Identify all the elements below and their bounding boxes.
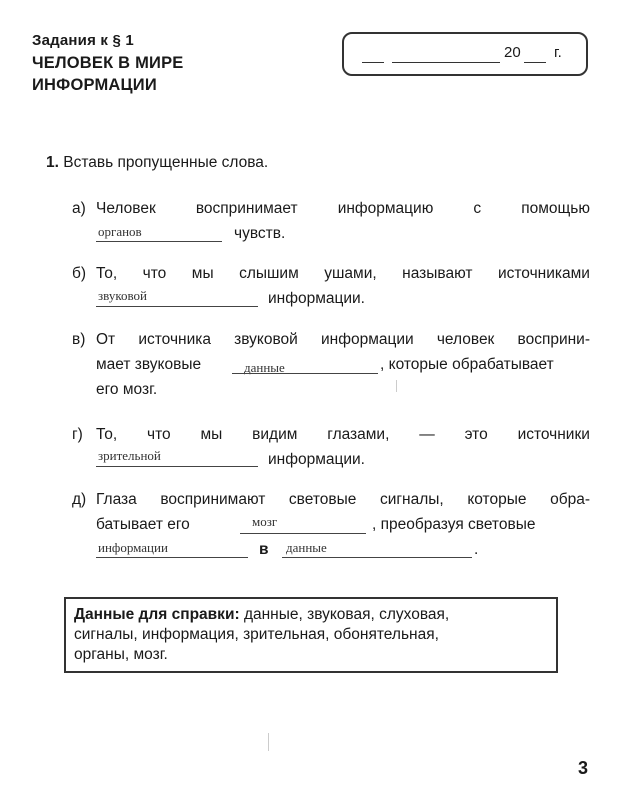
word: источниками xyxy=(497,265,590,282)
item-e-after: , преобразуя световые xyxy=(372,516,536,533)
word: которые xyxy=(467,491,527,508)
answer-d: зрительной xyxy=(98,448,161,463)
scan-mark xyxy=(396,380,397,392)
reference-box xyxy=(64,597,558,673)
word: что xyxy=(147,426,171,443)
word: От xyxy=(96,331,116,348)
word: с xyxy=(473,200,482,217)
word: информацию xyxy=(337,200,434,217)
word: обра- xyxy=(550,491,590,508)
word: это xyxy=(464,426,488,443)
item-b-label: б) xyxy=(72,265,87,282)
word: информации xyxy=(321,331,414,348)
blank-b xyxy=(96,306,258,307)
blank-e-1 xyxy=(240,533,366,534)
answer-a: органов xyxy=(98,224,142,239)
item-e-before: батывает его xyxy=(96,516,190,533)
word: ушами, xyxy=(324,265,377,282)
answer-b: звуковой xyxy=(98,288,147,303)
word: слышим xyxy=(239,265,299,282)
title-line-2: ЧЕЛОВЕК В МИРЕ xyxy=(32,54,184,72)
word: воспринимают xyxy=(160,491,266,508)
reference-label: Данные для справки: xyxy=(74,606,240,623)
item-e-line1 xyxy=(96,491,590,509)
date-box xyxy=(342,32,588,76)
item-b-line1 xyxy=(96,265,590,283)
task-instruction: Вставь пропущенные слова. xyxy=(63,154,269,171)
reference-text-1: данные, звуковая, слуховая, xyxy=(239,606,450,623)
blank-c xyxy=(232,373,378,374)
item-a-label: а) xyxy=(72,200,86,217)
blank-e-3 xyxy=(282,557,472,558)
blank-e-2 xyxy=(96,557,248,558)
reference-text-3: органы, мозг. xyxy=(74,646,168,663)
item-c-label: в) xyxy=(72,331,86,348)
reference-text-2: сигналы, информация, зрительная, обонятельная, xyxy=(74,626,439,643)
answer-e-2: информации xyxy=(98,540,168,555)
item-e-end: . xyxy=(474,541,479,558)
word: человек xyxy=(436,331,495,348)
item-c-before: мает звуковые xyxy=(96,356,202,373)
title-line-3: ИНФОРМАЦИИ xyxy=(32,76,157,94)
item-a-after: чувств. xyxy=(234,225,286,242)
word: звуковой xyxy=(234,331,298,348)
scan-mark xyxy=(268,733,269,751)
date-year-prefix: 20 xyxy=(504,44,521,61)
item-e-middle: в xyxy=(259,541,269,558)
reference-line-1 xyxy=(74,605,548,625)
page-title xyxy=(32,30,184,96)
item-c-after: , которые обрабатывает xyxy=(380,356,554,373)
task-number: 1. xyxy=(46,154,59,171)
page-number: 3 xyxy=(578,758,589,778)
item-d-label: г) xyxy=(72,426,83,443)
blank-d xyxy=(96,466,258,467)
word: глазами, xyxy=(327,426,390,443)
date-day-line xyxy=(362,62,384,63)
word: мы xyxy=(200,426,223,443)
date-year-suffix: г. xyxy=(554,44,562,61)
word: То, xyxy=(96,265,118,282)
item-c-line3: его мозг. xyxy=(96,381,158,398)
word: То, xyxy=(96,426,118,443)
answer-e-3: данные xyxy=(286,540,327,555)
word: — xyxy=(419,426,435,443)
answer-c: данные xyxy=(244,360,285,375)
item-a-line1 xyxy=(96,200,590,218)
item-d-line1 xyxy=(96,426,590,444)
item-d-after: информации. xyxy=(268,451,365,468)
word: световые xyxy=(288,491,357,508)
item-c-line1 xyxy=(96,331,590,349)
word: источника xyxy=(138,331,211,348)
blank-a xyxy=(96,241,222,242)
word: мы xyxy=(191,265,214,282)
item-b-after: информации. xyxy=(268,290,365,307)
word: Человек xyxy=(96,200,156,217)
word: источники xyxy=(517,426,590,443)
word: сигналы, xyxy=(379,491,444,508)
answer-e-1: мозг xyxy=(252,514,278,529)
word: воспринимает xyxy=(195,200,298,217)
title-line-1: Задания к § 1 xyxy=(32,32,134,49)
date-year-line xyxy=(524,62,546,63)
word: что xyxy=(142,265,167,282)
date-month-line xyxy=(392,62,500,63)
word: восприни- xyxy=(517,331,590,348)
task-heading xyxy=(46,152,268,174)
word: называют xyxy=(402,265,473,282)
word: видим xyxy=(252,426,298,443)
word: помощью xyxy=(521,200,590,217)
item-e-label: д) xyxy=(72,491,87,508)
word: Глаза xyxy=(96,491,137,508)
